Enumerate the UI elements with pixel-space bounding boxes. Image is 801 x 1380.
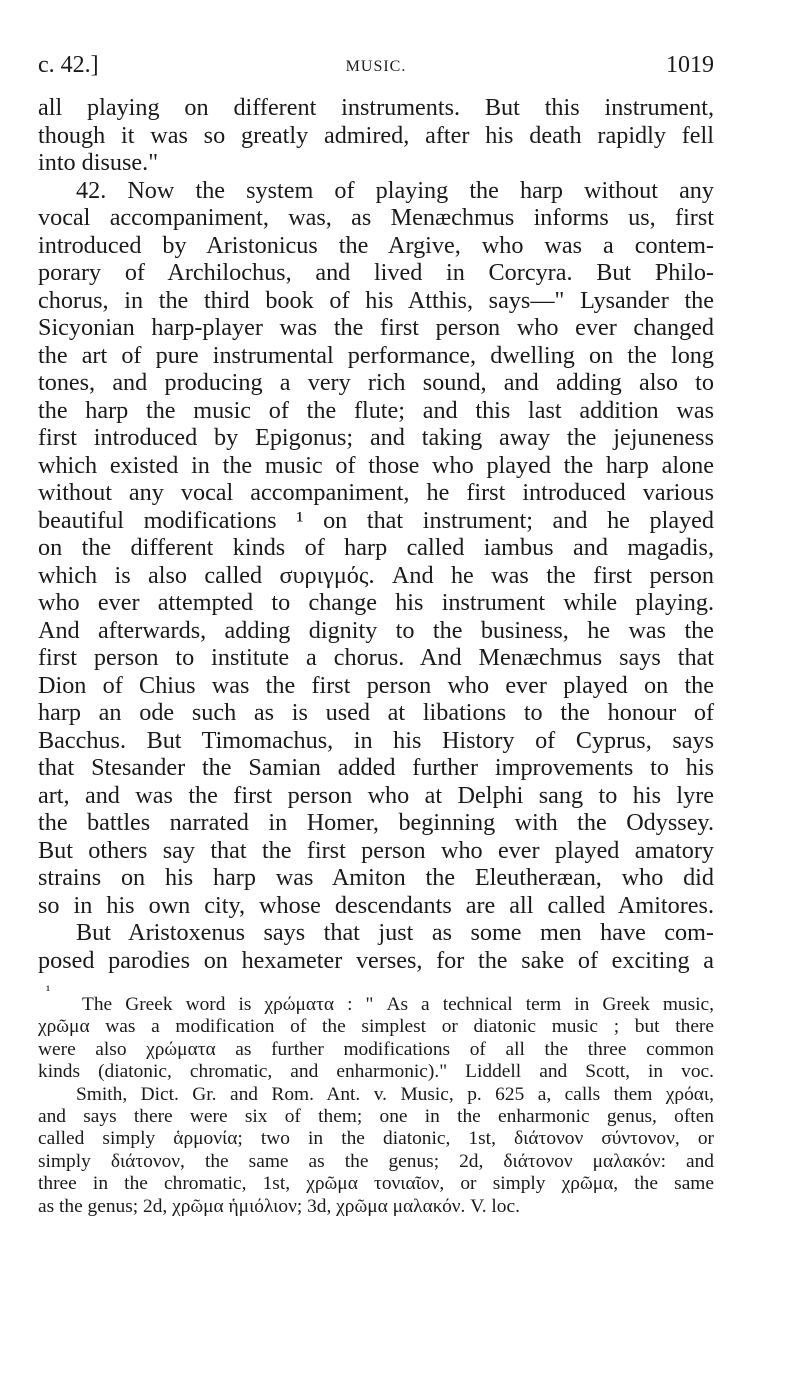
text-line: harp an ode such as is used at libations to the honour of <box>38 699 714 726</box>
text-line: that Stesander the Samian added further improvements to his <box>38 754 714 781</box>
footnote-line: Smith, Dict. Gr. and Rom. Ant. v. Music, p. 625 a, calls them χρόαι, <box>76 1083 714 1105</box>
text-line: who ever attempted to change his instrument while playing. <box>38 589 714 616</box>
text-line: strains on his harp was Amiton the Eleutheræan, who did <box>38 864 714 891</box>
text-line: Dion of Chius was the first person who ever played on the <box>38 671 714 699</box>
text-line: But others say that the first person who ever played amatory <box>38 836 714 864</box>
text-line: introduced by Aristonicus the Argive, who was a contem- <box>38 231 714 259</box>
chapter-reference: c. 42.] <box>38 52 99 78</box>
footnote-line: χρῶμα was a modification of the simplest or diatonic music ; but there <box>38 1016 714 1038</box>
text-line: tones, and producing a very rich sound, and adding also to <box>38 369 714 396</box>
body-text <box>38 94 714 974</box>
text-line: though it was so greatly admired, after his death rapidly fell <box>38 121 714 149</box>
text-line: chorus, in the third book of his Atthis, says—" Lysander the <box>38 286 714 314</box>
text-line: on the different kinds of harp called iambus and magadis, <box>38 534 714 561</box>
text-line: But Aristoxenus says that just as some men have com- <box>76 919 714 946</box>
footnote-line: simply διάτονον, the same as the genus; 2d, διάτονον μαλακόν: and <box>38 1150 714 1172</box>
footnote-line: three in the chromatic, 1st, χρῶμα τονιαῖον, or simply χρῶμα, the same <box>38 1173 714 1195</box>
footnote-line: and says there were six of them; one in the enharmonic genus, often <box>38 1105 714 1127</box>
footnotes <box>38 984 714 1218</box>
footnote-line: called simply ἁρμονία; two in the diatonic, 1st, διάτονον σύντονον, or <box>38 1128 714 1150</box>
running-title: MUSIC. <box>345 58 407 75</box>
footnote-line: kinds (diatonic, chromatic, and enharmonic)." Liddell and Scott, in voc. <box>38 1061 714 1083</box>
text-line: into disuse." <box>38 149 159 176</box>
text-line: first introduced by Epigonus; and taking away the jejuneness <box>38 424 714 451</box>
text-line: without any vocal accompaniment, he first introduced various <box>38 479 714 506</box>
footnote-line: The Greek word is χρώματα : " As a technical term in Greek music, <box>82 994 714 1015</box>
text-line: beautiful modifications ¹ on that instrument; and he played <box>38 506 714 534</box>
text-line: Bacchus. But Timomachus, in his History of Cyprus, says <box>38 726 714 754</box>
text-line: so in his own city, whose descendants are all called Amitores. <box>38 891 714 919</box>
text-line: And afterwards, adding dignity to the business, he was the <box>38 616 714 644</box>
text-line: porary of Archilochus, and lived in Corcyra. But Philo- <box>38 259 714 286</box>
text-line: 42. Now the system of playing the harp without any <box>76 176 714 204</box>
footnote-line: were also χρώματα as further modifications of all the three common <box>38 1038 714 1060</box>
text-line: the battles narrated in Homer, beginning with the Odyssey. <box>38 809 714 836</box>
running-head <box>38 52 714 86</box>
text-line: the harp the music of the flute; and this last addition was <box>38 396 714 424</box>
text-line: the art of pure instrumental performance, dwelling on the long <box>38 341 714 369</box>
page-number: 1019 <box>666 52 714 78</box>
text-line: art, and was the first person who at Delphi sang to his lyre <box>38 781 714 809</box>
page <box>38 52 714 86</box>
text-line: all playing on different instruments. But this instrument, <box>38 94 714 121</box>
text-line: first person to institute a chorus. And Menæchmus says that <box>38 644 714 671</box>
text-line: vocal accompaniment, was, as Menæchmus informs us, first <box>38 204 714 231</box>
text-line: which is also called συριγμός. And he was the first person <box>38 561 714 589</box>
text-line: posed parodies on hexameter verses, for the sake of exciting a <box>38 946 714 974</box>
text-line: Sicyonian harp-player was the first person who ever changed <box>38 314 714 341</box>
text-line: which existed in the music of those who played the harp alone <box>38 451 714 479</box>
footnote-mark: ¹ <box>46 984 51 999</box>
footnote-line: as the genus; 2d, χρῶμα ἡμιόλιον; 3d, χρῶμα μαλακόν. V. loc. <box>38 1195 520 1217</box>
